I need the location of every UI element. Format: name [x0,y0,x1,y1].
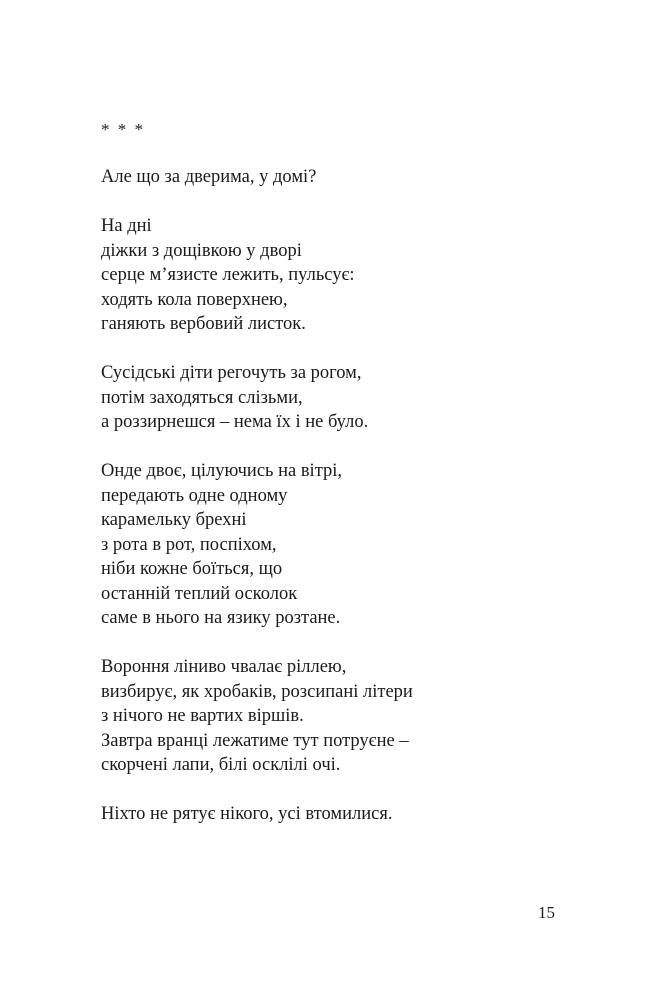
poem-line: потім заходяться слізьми, [101,387,303,408]
stanza-3 [101,361,581,435]
poem-line: передають одне одному [101,485,288,506]
poem-line: а роззирнешся – нема їх і не було. [101,412,369,432]
poem-line: ганяють вербовий листок. [101,314,306,334]
poem-line: Сусідські діти регочуть за рогом, [101,363,362,383]
poem-body [101,165,581,851]
poem-line: Завтра вранці лежатиме тут потруєне – [101,730,409,751]
poem-line: Ніхто не рятує нікого, усі втомилися. [101,804,393,824]
poem-line: визбирує, як хробаків, розсипані літери [101,681,413,702]
stanza-4 [101,459,581,631]
poem-line: саме в нього на язику розтане. [101,608,341,628]
page-number: 15 [538,903,555,922]
poem-line: скорчені лапи, білі осклілі очі. [101,755,341,775]
poem-line: ніби кожне боїться, що [101,559,283,579]
stanza-5 [101,655,581,778]
poem-line: ходять кола поверхнею, [101,289,288,310]
poem-line: Але що за дверима, у домі? [101,167,317,187]
poem-line: На дні [101,216,152,236]
poem-line: карамельку брехні [101,510,247,530]
poem-line: Вороння ліниво чвалає ріллею, [101,657,347,677]
stanza-2 [101,214,581,337]
poem-line: з нічого не вартих віршів. [101,706,304,726]
poem-line: з рота в рот, поспіхом, [101,534,277,555]
poem-line: останній теплий осколок [101,583,298,604]
poem-line: Онде двоє, цілуючись на вітрі, [101,461,343,481]
section-separator: * * * [101,120,145,139]
stanza-6 [101,802,581,827]
poem-line: діжки з дощівкою у дворі [101,240,302,261]
stanza-1 [101,165,581,190]
poem-line: серце м’язисте лежить, пульсує: [101,265,355,285]
